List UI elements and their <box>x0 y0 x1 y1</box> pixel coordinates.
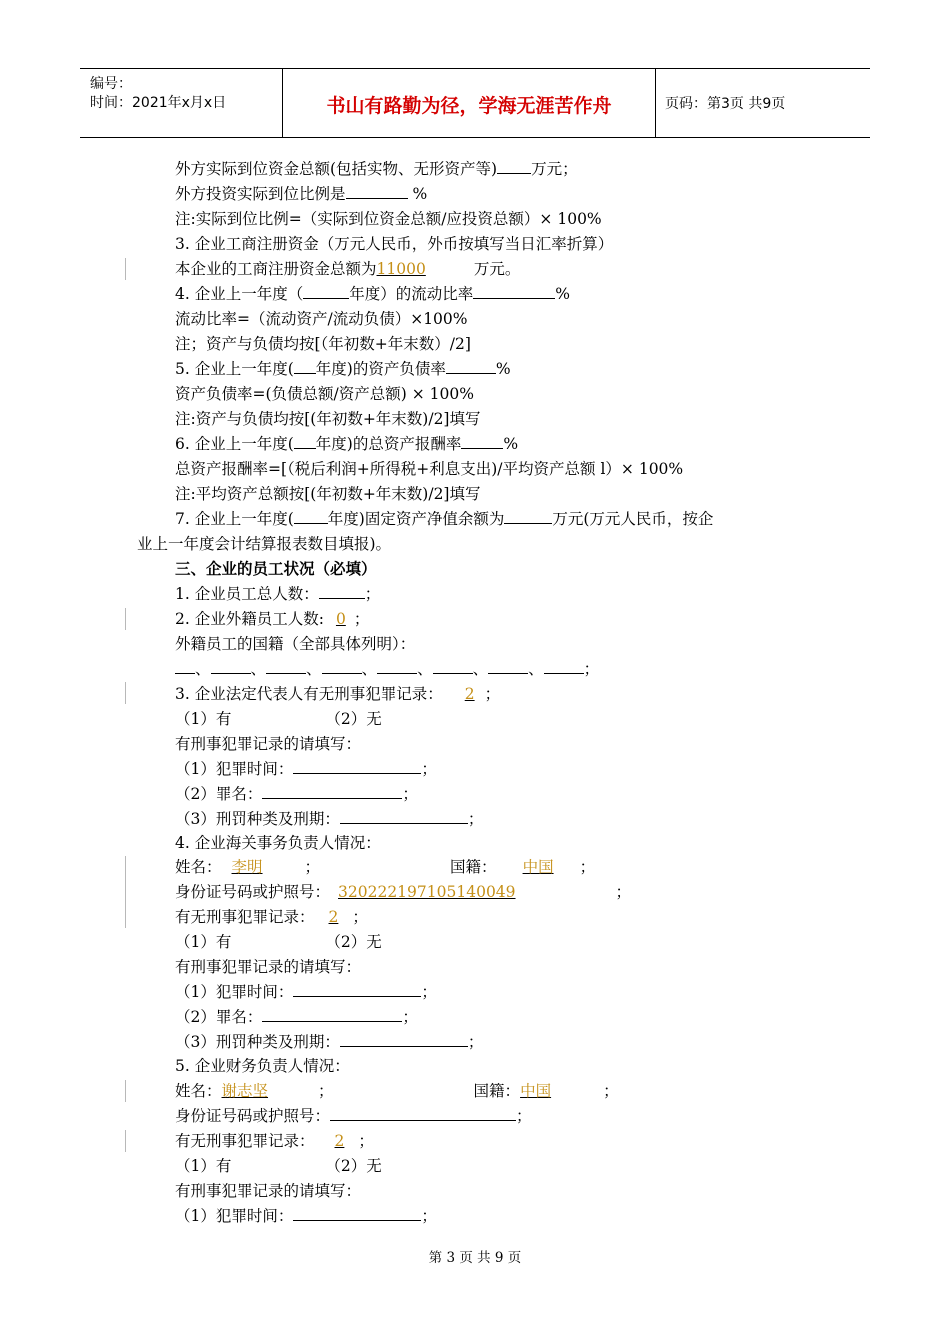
blank-field[interactable] <box>544 658 584 674</box>
blank-field[interactable] <box>294 358 316 374</box>
line-debt-ratio <box>175 358 511 380</box>
line-return-on-assets <box>175 433 518 455</box>
line-customs-id <box>175 881 631 903</box>
text: 年度)的总资产报酬率 <box>315 435 462 453</box>
text: % <box>503 435 519 453</box>
text: 、 <box>306 660 322 678</box>
text: 外方实际到位资金总额(包括实物、无形资产等) <box>175 160 498 178</box>
text: ； <box>358 1132 374 1150</box>
blank-field[interactable] <box>303 283 349 299</box>
text: 身份证号码或护照号： <box>175 883 331 901</box>
document-date-label: 时间：2021年x月x日 <box>90 95 227 111</box>
text: ； <box>516 1107 532 1125</box>
text: ； <box>352 908 368 926</box>
text: 、 <box>528 660 544 678</box>
blank-field[interactable] <box>488 658 528 674</box>
text: ； <box>318 1082 334 1100</box>
text: 外方投资实际到位比例是 <box>175 185 346 203</box>
blank-field[interactable] <box>497 158 531 174</box>
finance-name-field[interactable] <box>222 1082 319 1100</box>
text: 5. 企业上一年度( <box>175 360 294 378</box>
line-crime-penalty <box>175 808 483 830</box>
text: % <box>555 285 570 303</box>
line-finance-name-nat <box>175 1080 619 1102</box>
line-actual-capital <box>175 158 578 180</box>
finance-nationality-value: 中国 <box>520 1082 552 1100</box>
section-customs-officer: 4. 企业海关事务负责人情况： <box>175 834 381 852</box>
line-finance-record <box>175 1130 374 1152</box>
line-crime-name <box>175 1006 418 1028</box>
line-nationality-blanks <box>175 658 599 680</box>
registered-capital-field[interactable] <box>377 260 474 278</box>
line-registered-capital <box>175 258 520 280</box>
line-ratio-note: 注:实际到位比例=（实际到位资金总额/应投资总额）× 100% <box>175 210 602 228</box>
header-right-cell <box>655 69 870 137</box>
customs-nationality-field[interactable] <box>497 858 580 876</box>
text: ； <box>467 1033 484 1051</box>
finance-name-value: 谢志坚 <box>221 1082 269 1100</box>
customs-id-field[interactable] <box>330 883 616 901</box>
line-crime-instruction: 有刑事犯罪记录的请填写： <box>175 958 362 976</box>
line-foreign-employees <box>175 608 369 630</box>
text: 万元。 <box>473 260 521 278</box>
option-no: （2）无 <box>325 933 382 951</box>
line-current-ratio-note: 注；资产与负债均按[（年初数+年末数）/2] <box>175 335 471 353</box>
line-roa-note: 注:平均资产总额按[(年初数+年末数)/2]填写 <box>175 485 481 503</box>
line-options <box>175 931 382 953</box>
text: 年度）的流动比率 <box>349 285 474 303</box>
registered-capital-value: 11000 <box>376 260 426 278</box>
line-crime-time <box>175 758 437 780</box>
text: 4. 企业上一年度（ <box>175 285 304 303</box>
header-left-cell <box>80 69 282 137</box>
text: ； <box>467 810 484 828</box>
line-debt-ratio-formula: 资产负债率=(负债总额/资产总额) × 100% <box>175 385 474 403</box>
line-debt-ratio-note: 注:资产与负债均按[(年初数+年末数)/2]填写 <box>175 410 481 428</box>
text: % <box>407 185 428 203</box>
line-total-employees <box>175 583 380 605</box>
blank-field[interactable] <box>340 808 468 824</box>
option-no: （2）无 <box>325 710 382 728</box>
text: 本企业的工商注册资金总额为 <box>175 260 377 278</box>
blank-field[interactable] <box>446 358 496 374</box>
legal-rep-record-field[interactable] <box>443 685 485 703</box>
blank-field[interactable] <box>293 981 421 997</box>
line-finance-id <box>175 1105 532 1127</box>
text: 有无刑事犯罪记录： <box>175 1132 315 1150</box>
text: 3. 企业法定代表人有无刑事犯罪记录： <box>175 685 443 703</box>
text: ； <box>364 585 381 603</box>
line-current-ratio-formula: 流动比率=（流动资产/流动负债）×100% <box>175 310 468 328</box>
line-crime-time <box>175 1205 437 1227</box>
line-legal-rep-record <box>175 683 500 705</box>
option-yes: （1）有 <box>175 1157 232 1175</box>
blank-field[interactable] <box>294 508 328 524</box>
line-crime-instruction: 有刑事犯罪记录的请填写： <box>175 1182 362 1200</box>
revision-bar <box>125 1130 126 1152</box>
motto-text: 书山有路勤为径，学海无涯苦作舟 <box>326 95 612 117</box>
text: ； <box>353 610 370 628</box>
finance-record-field[interactable] <box>315 1132 359 1150</box>
finance-nationality-field[interactable] <box>520 1082 603 1100</box>
blank-field[interactable] <box>433 658 473 674</box>
line-actual-ratio <box>175 183 427 205</box>
text: 、 <box>361 660 378 678</box>
customs-id-value: 320222197105140049 <box>338 883 516 901</box>
blank-field[interactable] <box>319 583 365 599</box>
page-indicator: 页码：第3页 共9页 <box>665 96 786 112</box>
blank-field[interactable] <box>266 658 306 674</box>
revision-bar <box>125 682 126 704</box>
page-footer: 第 3 页 共 9 页 <box>428 1250 522 1266</box>
customs-record-field[interactable] <box>315 908 353 926</box>
text: 身份证号码或护照号： <box>175 1107 331 1125</box>
text: ； <box>402 785 418 803</box>
text: （2）罪名： <box>175 785 263 803</box>
blank-field[interactable] <box>504 508 552 524</box>
blank-field[interactable] <box>262 783 402 799</box>
page-header <box>80 68 870 138</box>
text: 年度)的资产负债率 <box>315 360 446 378</box>
section-employees-heading <box>175 558 377 580</box>
blank-field[interactable] <box>294 433 316 449</box>
blank-field[interactable] <box>346 183 408 199</box>
blank-field[interactable] <box>377 658 417 674</box>
line-options <box>175 1155 382 1177</box>
text: 、 <box>417 660 433 678</box>
foreign-employees-field[interactable] <box>324 610 354 628</box>
text: ； <box>402 1008 418 1026</box>
section-finance-officer: 5. 企业财务负责人情况： <box>175 1057 350 1075</box>
section-registered-capital: 3. 企业工商注册资金（万元人民币，外币按填写当日汇率折算） <box>175 235 614 253</box>
line-crime-name <box>175 783 418 805</box>
text: 姓名： <box>175 1082 222 1100</box>
line-foreign-nationalities: 外籍员工的国籍（全部具体列明）： <box>175 635 416 653</box>
line-options <box>175 708 382 730</box>
text: ； <box>615 883 632 901</box>
text: 有无刑事犯罪记录： <box>175 908 315 926</box>
blank-field[interactable] <box>262 1006 402 1022</box>
customs-nationality-value: 中国 <box>522 858 554 876</box>
option-yes: （1）有 <box>175 933 232 951</box>
line-roa-formula: 总资产报酬率=[（税后利润+所得税+利息支出)/平均资产总额 l）× 100% <box>175 460 684 478</box>
text: 万元(万元人民币，按企 <box>552 510 714 528</box>
finance-record-value: 2 <box>334 1132 345 1150</box>
customs-name-value: 李明 <box>231 858 263 876</box>
text: 、 <box>472 660 489 678</box>
text: 、 <box>250 660 267 678</box>
line-customs-record <box>175 906 368 928</box>
option-yes: （1）有 <box>175 710 232 728</box>
section-title: 三、企业的员工状况（必填） <box>175 559 377 578</box>
text: ； <box>421 760 437 778</box>
header-motto-cell <box>282 69 656 137</box>
line-crime-penalty <box>175 1031 483 1053</box>
blank-field[interactable] <box>461 433 503 449</box>
text: 、 <box>195 660 211 678</box>
blank-field[interactable] <box>293 758 421 774</box>
revision-bar <box>125 856 126 928</box>
option-no: （2）无 <box>325 1157 382 1175</box>
line-crime-instruction: 有刑事犯罪记录的请填写： <box>175 735 362 753</box>
text: 国籍： <box>450 858 497 876</box>
foreign-employees-value: 0 <box>335 610 346 628</box>
text: % <box>495 360 511 378</box>
text: 年度)固定资产净值余额为 <box>327 510 505 528</box>
text: 国籍： <box>473 1082 521 1100</box>
blank-field[interactable] <box>340 1031 468 1047</box>
revision-bar <box>125 258 126 280</box>
customs-name-field[interactable] <box>222 858 305 876</box>
text: ； <box>421 983 437 1001</box>
text: 1. 企业员工总人数： <box>175 585 319 603</box>
text: （2）罪名： <box>175 1008 263 1026</box>
revision-bar <box>125 608 126 630</box>
text: ； <box>579 858 596 876</box>
text: 7. 企业上一年度( <box>175 510 294 528</box>
text: 万元； <box>531 160 578 178</box>
document-number-label: 编号： <box>90 76 132 92</box>
line-fixed-assets <box>175 508 713 530</box>
blank-field[interactable] <box>211 658 251 674</box>
line-customs-name-nat <box>175 856 595 878</box>
line-fixed-assets-cont: 业上一年度会计结算报表数目填报)。 <box>137 535 392 553</box>
text: ； <box>421 1207 437 1225</box>
blank-field[interactable] <box>330 1105 516 1121</box>
text: （1）犯罪时间： <box>175 983 294 1001</box>
text: ； <box>583 660 600 678</box>
text: （1）犯罪时间： <box>175 1207 294 1225</box>
text: （3）刑罚种类及刑期： <box>175 810 340 828</box>
text: （1）犯罪时间： <box>175 760 294 778</box>
blank-field[interactable] <box>175 658 195 674</box>
revision-bar <box>125 1080 126 1102</box>
customs-record-value: 2 <box>328 908 339 926</box>
line-current-ratio <box>175 283 570 305</box>
line-crime-time <box>175 981 437 1003</box>
text: ； <box>484 685 501 703</box>
text: ； <box>603 1082 619 1100</box>
text: （3）刑罚种类及刑期： <box>175 1033 340 1051</box>
text: 姓名： <box>175 858 222 876</box>
text: 2. 企业外籍员工人数: <box>175 610 324 628</box>
blank-field[interactable] <box>473 283 555 299</box>
legal-rep-record-value: 2 <box>464 685 475 703</box>
blank-field[interactable] <box>293 1205 421 1221</box>
text: ； <box>304 858 321 876</box>
blank-field[interactable] <box>322 658 362 674</box>
text: 6. 企业上一年度( <box>175 435 294 453</box>
